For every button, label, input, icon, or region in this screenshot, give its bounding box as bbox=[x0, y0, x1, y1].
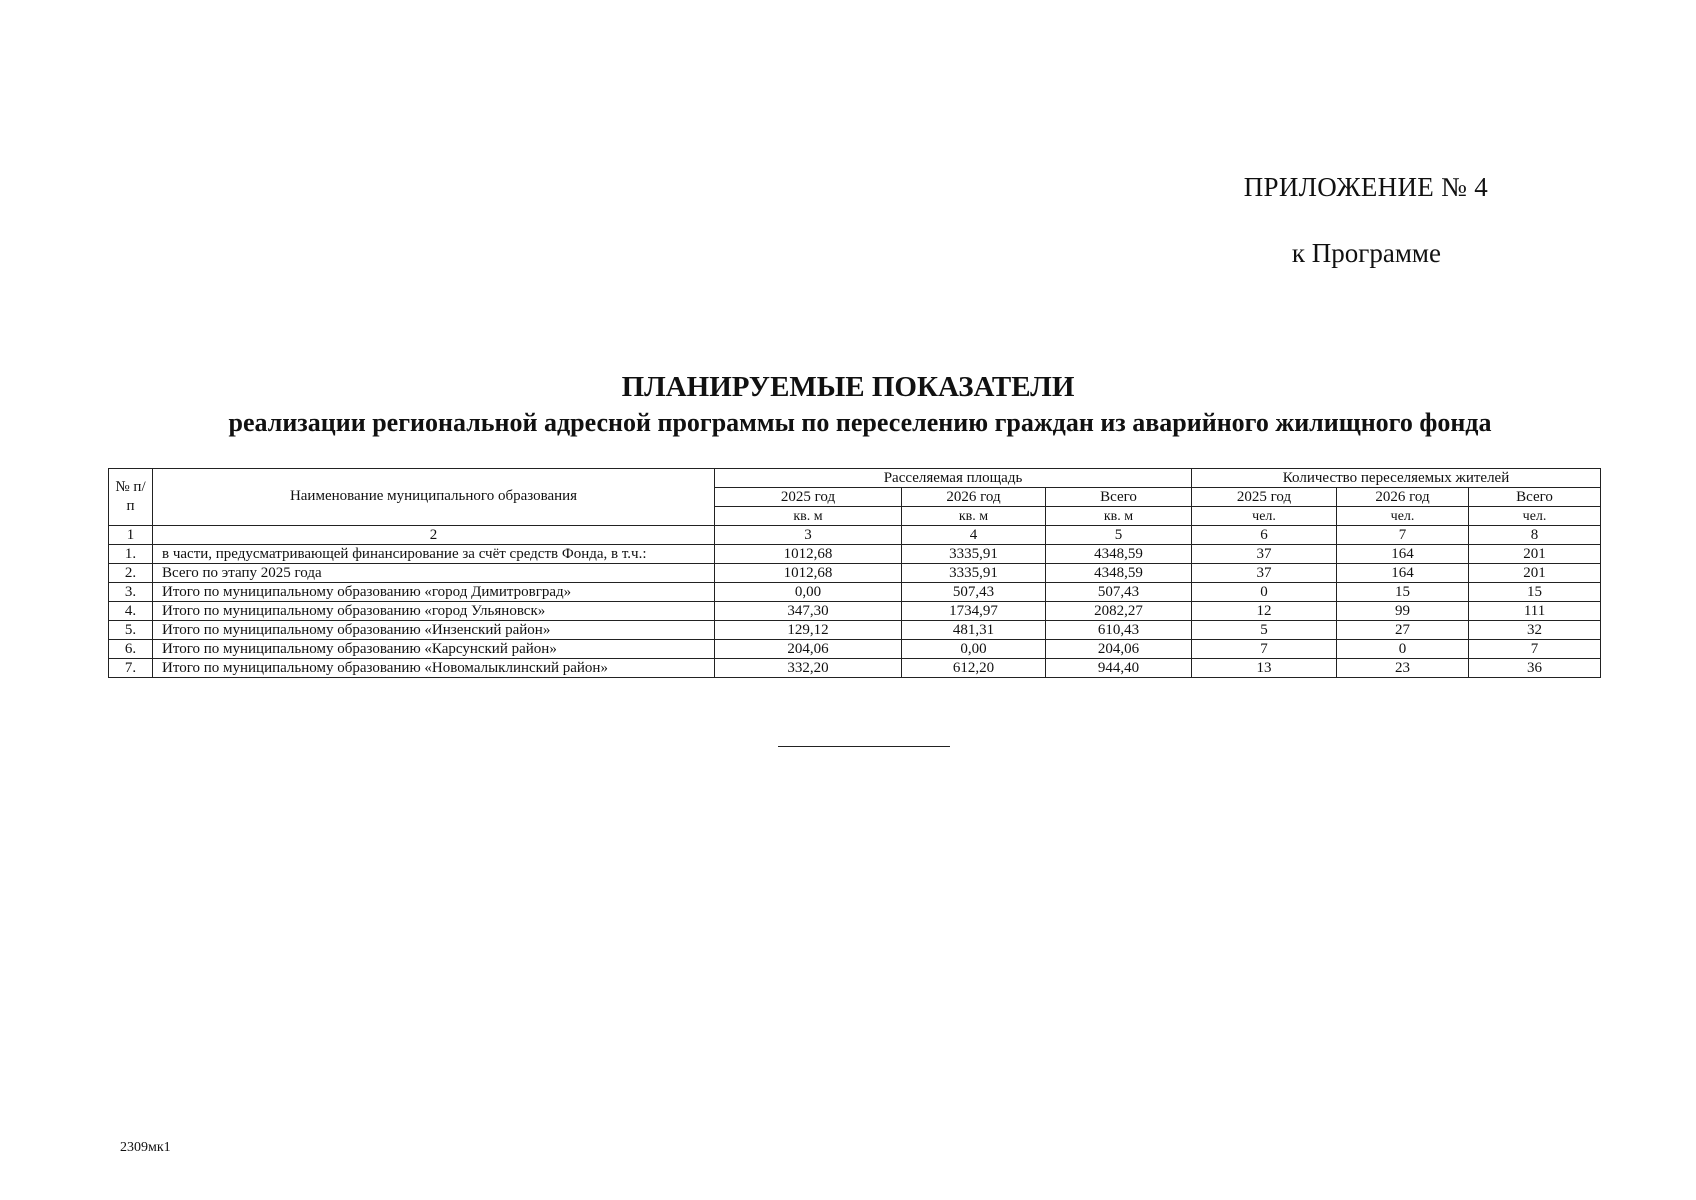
row-name: Всего по этапу 2025 года bbox=[153, 564, 715, 583]
area-2025: 204,06 bbox=[715, 640, 902, 659]
row-name: Итого по муниципальному образованию «Инзенский район» bbox=[153, 621, 715, 640]
area-total: 507,43 bbox=[1046, 583, 1192, 602]
people-2026: 27 bbox=[1337, 621, 1469, 640]
table-row bbox=[109, 621, 1601, 640]
colnum: 5 bbox=[1046, 526, 1192, 545]
people-total: 32 bbox=[1469, 621, 1601, 640]
area-2026: 0,00 bbox=[902, 640, 1046, 659]
people-2026: 164 bbox=[1337, 545, 1469, 564]
people-total: 201 bbox=[1469, 545, 1601, 564]
header-area-2025: 2025 год bbox=[715, 488, 902, 507]
people-2026: 99 bbox=[1337, 602, 1469, 621]
header-area-2026: 2026 год bbox=[902, 488, 1046, 507]
people-2026: 23 bbox=[1337, 659, 1469, 678]
row-num: 6. bbox=[109, 640, 153, 659]
header-num: № п/п bbox=[109, 469, 153, 526]
row-num: 2. bbox=[109, 564, 153, 583]
page-title: ПЛАНИРУЕМЫЕ ПОКАЗАТЕЛИ bbox=[621, 371, 1075, 403]
table-row bbox=[109, 640, 1601, 659]
data-rows bbox=[109, 545, 1601, 678]
unit-people-2026: чел. bbox=[1337, 507, 1469, 526]
colnum: 8 bbox=[1469, 526, 1601, 545]
doc-code: 2309мк1 bbox=[120, 1140, 171, 1155]
people-total: 7 bbox=[1469, 640, 1601, 659]
table-row bbox=[109, 659, 1601, 678]
row-name: Итого по муниципальному образованию «город Ульяновск» bbox=[153, 602, 715, 621]
people-2026: 164 bbox=[1337, 564, 1469, 583]
people-2025: 37 bbox=[1192, 564, 1337, 583]
people-2025: 7 bbox=[1192, 640, 1337, 659]
people-total: 15 bbox=[1469, 583, 1601, 602]
row-num: 7. bbox=[109, 659, 153, 678]
colnum: 1 bbox=[109, 526, 153, 545]
header-area-total: Всего bbox=[1046, 488, 1192, 507]
colnum: 3 bbox=[715, 526, 902, 545]
row-name: в части, предусматривающей финансирование за счёт средств Фонда, в т.ч.: bbox=[153, 545, 715, 564]
row-num: 4. bbox=[109, 602, 153, 621]
table-row bbox=[109, 583, 1601, 602]
row-num: 5. bbox=[109, 621, 153, 640]
unit-people-total: чел. bbox=[1469, 507, 1601, 526]
header-area-group: Расселяемая площадь bbox=[715, 469, 1192, 488]
row-num: 1. bbox=[109, 545, 153, 564]
row-name: Итого по муниципальному образованию «город Димитровград» bbox=[153, 583, 715, 602]
header-people-2025: 2025 год bbox=[1192, 488, 1337, 507]
colnum: 2 bbox=[153, 526, 715, 545]
column-number-row bbox=[109, 526, 1601, 545]
area-2026: 1734,97 bbox=[902, 602, 1046, 621]
people-total: 111 bbox=[1469, 602, 1601, 621]
header-people-total: Всего bbox=[1469, 488, 1601, 507]
people-2025: 13 bbox=[1192, 659, 1337, 678]
area-2025: 0,00 bbox=[715, 583, 902, 602]
colnum: 7 bbox=[1337, 526, 1469, 545]
area-total: 944,40 bbox=[1046, 659, 1192, 678]
table-row bbox=[109, 564, 1601, 583]
area-total: 204,06 bbox=[1046, 640, 1192, 659]
header-people-group: Количество переселяемых жителей bbox=[1192, 469, 1601, 488]
unit-area-2026: кв. м bbox=[902, 507, 1046, 526]
footer-divider bbox=[778, 746, 950, 747]
table-row bbox=[109, 602, 1601, 621]
row-name: Итого по муниципальному образованию «Новомалыклинский район» bbox=[153, 659, 715, 678]
area-2025: 332,20 bbox=[715, 659, 902, 678]
area-2026: 612,20 bbox=[902, 659, 1046, 678]
unit-people-2025: чел. bbox=[1192, 507, 1337, 526]
unit-area-total: кв. м bbox=[1046, 507, 1192, 526]
people-total: 36 bbox=[1469, 659, 1601, 678]
people-total: 201 bbox=[1469, 564, 1601, 583]
header-people-2026: 2026 год bbox=[1337, 488, 1469, 507]
people-2025: 37 bbox=[1192, 545, 1337, 564]
table-row bbox=[109, 545, 1601, 564]
unit-area-2025: кв. м bbox=[715, 507, 902, 526]
area-total: 610,43 bbox=[1046, 621, 1192, 640]
colnum: 4 bbox=[902, 526, 1046, 545]
area-2026: 481,31 bbox=[902, 621, 1046, 640]
row-name: Итого по муниципальному образованию «Карсунский район» bbox=[153, 640, 715, 659]
header-row-groups bbox=[109, 469, 1601, 488]
area-2026: 507,43 bbox=[902, 583, 1046, 602]
to-program-label: к Программе bbox=[1291, 238, 1441, 268]
area-2026: 3335,91 bbox=[902, 564, 1046, 583]
people-2025: 12 bbox=[1192, 602, 1337, 621]
area-2025: 347,30 bbox=[715, 602, 902, 621]
area-2025: 1012,68 bbox=[715, 564, 902, 583]
indicators-table bbox=[108, 468, 1601, 678]
header-name: Наименование муниципального образования bbox=[153, 469, 715, 526]
appendix-label: ПРИЛОЖЕНИЕ № 4 bbox=[1243, 172, 1488, 202]
area-total: 2082,27 bbox=[1046, 602, 1192, 621]
area-2025: 129,12 bbox=[715, 621, 902, 640]
area-total: 4348,59 bbox=[1046, 545, 1192, 564]
area-2025: 1012,68 bbox=[715, 545, 902, 564]
people-2025: 0 bbox=[1192, 583, 1337, 602]
people-2025: 5 bbox=[1192, 621, 1337, 640]
area-2026: 3335,91 bbox=[902, 545, 1046, 564]
people-2026: 0 bbox=[1337, 640, 1469, 659]
area-total: 4348,59 bbox=[1046, 564, 1192, 583]
row-num: 3. bbox=[109, 583, 153, 602]
people-2026: 15 bbox=[1337, 583, 1469, 602]
page-subtitle: реализации региональной адресной программы по переселению граждан из аварийного жилищного фонда bbox=[228, 408, 1492, 437]
colnum: 6 bbox=[1192, 526, 1337, 545]
